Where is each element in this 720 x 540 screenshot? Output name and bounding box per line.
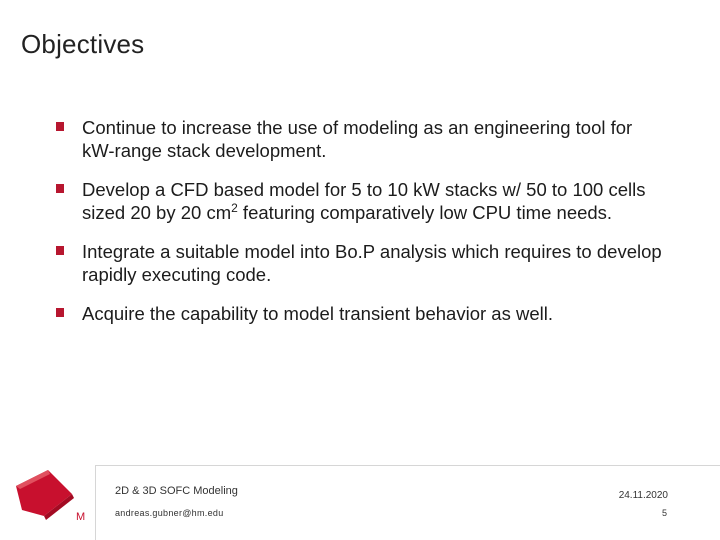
logo-letter: M — [76, 511, 86, 523]
bullet-text: Continue to increase the use of modeling as an engineering tool for kW-range stack development. — [82, 117, 633, 161]
footer-email: andreas.gubner@hm.edu — [115, 508, 224, 518]
bullet-text: Acquire the capability to model transient behavior as well. — [82, 303, 553, 324]
superscript-2: 2 — [231, 201, 238, 215]
bullet-text-end: featuring comparatively low CPU time needs. — [237, 202, 613, 223]
bullet-item — [55, 116, 665, 162]
square-bullet-icon — [56, 246, 64, 255]
footer-title: 2D & 3D SOFC Modeling — [115, 485, 238, 497]
bullet-item — [55, 240, 665, 286]
footer-divider — [95, 465, 720, 540]
footer-date: 24.11.2020 — [618, 490, 668, 501]
bullet-text: Integrate a suitable model into Bo.P analysis which requires to develop rapidly executing code. — [82, 241, 662, 285]
bullet-item — [55, 178, 665, 224]
square-bullet-icon — [56, 308, 64, 317]
bullet-item — [55, 302, 665, 325]
hm-university-logo — [10, 464, 90, 524]
page-number: 5 — [661, 508, 667, 518]
slide-title: Objectives — [21, 29, 145, 59]
square-bullet-icon — [56, 184, 64, 193]
square-bullet-icon — [56, 122, 64, 131]
bullet-list — [55, 116, 665, 325]
bullet-text-start: Develop a CFD based model for 5 to 10 kW stacks w/ 50 to 100 cells sized 20 by 20 cm — [82, 179, 646, 223]
